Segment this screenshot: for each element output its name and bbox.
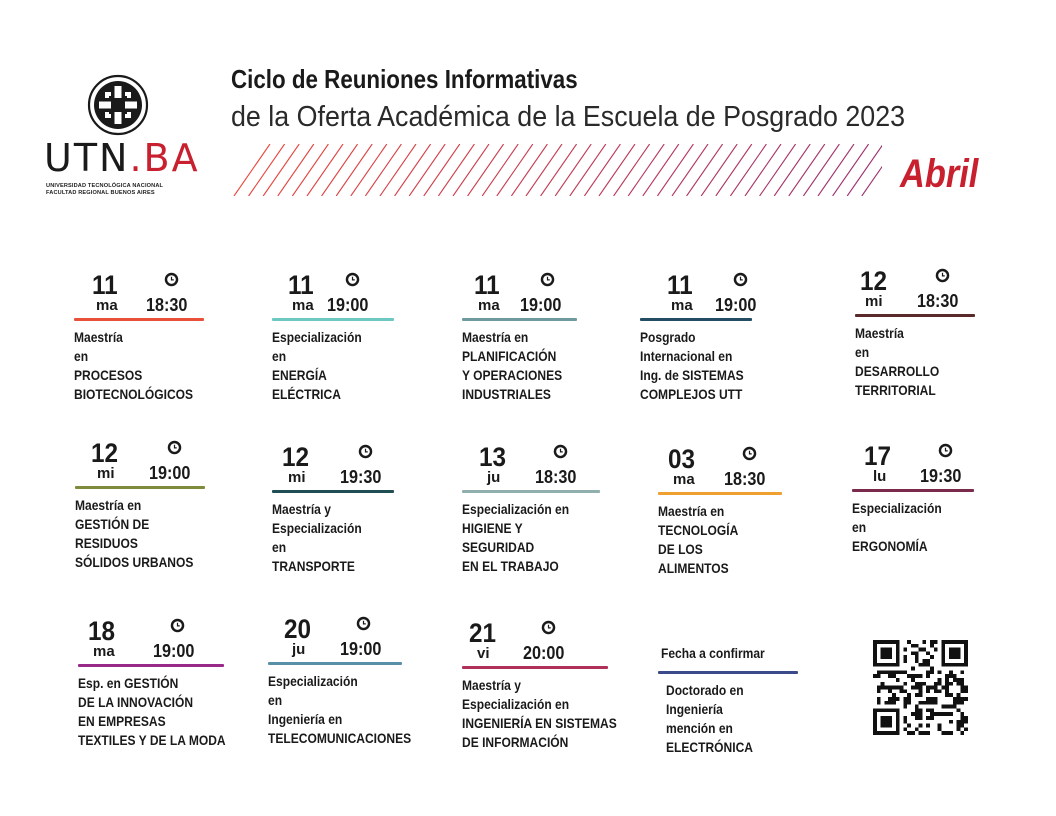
event-desc-line: Maestría en — [658, 503, 725, 519]
event-card — [74, 272, 249, 422]
event-desc-line: INGENIERÍA EN SISTEMAS — [462, 715, 617, 731]
event-color-line — [272, 318, 394, 321]
event-desc-line: GESTIÓN DE — [75, 516, 150, 532]
event-weekday: vi — [477, 645, 490, 662]
event-time: 20:00 — [523, 643, 565, 663]
event-weekday: ma — [96, 297, 118, 314]
stripe-line — [511, 144, 547, 196]
event-description — [78, 674, 241, 750]
stripe-line — [395, 144, 431, 196]
event-desc-line: EN EMPRESAS — [78, 713, 166, 729]
stripe-line — [701, 144, 737, 196]
month-label: Abril — [900, 152, 979, 196]
stripe-line — [833, 144, 869, 196]
event-time: 18:30 — [917, 291, 959, 311]
event-desc-line: Maestría y — [272, 501, 331, 517]
clock-icon — [935, 268, 950, 283]
event-weekday: mi — [865, 293, 883, 310]
clock-icon — [356, 616, 371, 631]
event-card — [78, 618, 253, 768]
clock-icon — [345, 272, 360, 287]
event-time: 19:30 — [920, 466, 962, 486]
event-description — [852, 499, 1015, 556]
event-day: 13 — [479, 442, 507, 472]
event-description — [272, 500, 435, 576]
stripe-line — [482, 144, 518, 196]
event-weekday: ju — [487, 469, 501, 486]
event-desc-line: Especialización en — [462, 501, 570, 517]
pending-desc-line: Doctorado en — [666, 682, 744, 698]
event-desc-line: Posgrado — [640, 329, 696, 345]
event-desc-line: COMPLEJOS UTT — [640, 386, 743, 402]
stripe-line — [687, 144, 723, 196]
clock-icon — [733, 272, 748, 287]
event-day: 11 — [288, 270, 314, 300]
event-desc-line: ERGONOMÍA — [852, 538, 928, 554]
pending-label: Fecha a confirmar — [661, 645, 765, 661]
event-desc-line: EN EL TRABAJO — [462, 558, 559, 574]
pending-desc-line: ELECTRÓNICA — [666, 739, 753, 755]
event-card — [462, 444, 637, 594]
event-time: 19:00 — [149, 463, 191, 483]
clock-icon — [742, 446, 757, 461]
event-weekday: ma — [673, 471, 695, 488]
event-description — [462, 500, 625, 576]
stripe-line — [716, 144, 752, 196]
event-desc-line: DESARROLLO — [855, 363, 940, 379]
event-description — [855, 324, 1018, 400]
stripe-line — [628, 144, 664, 196]
stripe-line — [760, 144, 796, 196]
stripe-line — [541, 144, 577, 196]
event-color-line — [75, 486, 205, 489]
clock-icon — [170, 618, 185, 633]
event-desc-line: en — [855, 344, 870, 360]
event-day: 21 — [469, 618, 497, 648]
event-card — [75, 440, 250, 590]
event-desc-line: INDUSTRIALES — [462, 386, 551, 402]
event-description — [462, 328, 625, 404]
event-color-line — [268, 662, 402, 665]
stripe-line — [365, 144, 401, 196]
stripe-line — [730, 144, 766, 196]
pending-desc-line: mención en — [666, 720, 733, 736]
event-desc-line: en — [268, 692, 283, 708]
event-day: 12 — [860, 266, 888, 296]
stripe-line — [380, 144, 416, 196]
stripe-line — [657, 144, 693, 196]
event-desc-line: Internacional en — [640, 348, 733, 364]
event-desc-line: ALIMENTOS — [658, 560, 729, 576]
stripe-line — [789, 144, 825, 196]
event-desc-line: Especialización — [268, 673, 358, 689]
event-desc-line: Y OPERACIONES — [462, 367, 563, 383]
clock-icon — [553, 444, 568, 459]
event-desc-line: DE INFORMACIÓN — [462, 734, 569, 750]
event-desc-line: Maestría en — [75, 497, 142, 513]
event-desc-line: PROCESOS — [74, 367, 143, 383]
event-card — [852, 443, 1027, 593]
event-desc-line: Maestría — [855, 325, 904, 341]
event-time: 18:30 — [724, 469, 766, 489]
event-description — [272, 328, 435, 404]
stripe-line — [438, 144, 474, 196]
stripe-line — [322, 144, 358, 196]
logo-utn: UTN — [44, 136, 130, 180]
logo-ba: .BA — [129, 136, 200, 180]
event-desc-line: RESIDUOS — [75, 535, 138, 551]
clock-icon — [167, 440, 182, 455]
stripe-line — [351, 144, 387, 196]
event-desc-line: Maestría — [74, 329, 123, 345]
event-weekday: ju — [292, 641, 306, 658]
event-desc-line: en — [272, 539, 287, 555]
stripe-line — [803, 144, 839, 196]
event-day: 20 — [284, 614, 312, 644]
stripe-line — [249, 144, 285, 196]
decorative-stripes — [232, 144, 882, 196]
pending-description — [666, 681, 829, 757]
clock-icon — [164, 272, 179, 287]
event-card — [272, 444, 447, 594]
logo-university: UNIVERSIDAD TECNOLÓGICA NACIONAL — [46, 183, 164, 189]
page-subtitle: de la Oferta Académica de la Escuela de Posgrado 2023 — [231, 101, 906, 133]
event-time: 19:00 — [520, 295, 562, 315]
event-color-line — [855, 314, 975, 317]
event-desc-line: TELECOMUNICACIONES — [268, 730, 412, 746]
event-time: 19:00 — [327, 295, 369, 315]
stripe-line — [745, 144, 781, 196]
event-time: 19:00 — [153, 641, 195, 661]
event-description — [268, 672, 431, 748]
event-color-line — [640, 318, 752, 321]
stripe-line — [818, 144, 854, 196]
stripe-line — [307, 144, 343, 196]
stripe-line — [497, 144, 533, 196]
event-day: 03 — [668, 444, 696, 474]
event-desc-line: Especialización — [272, 520, 362, 536]
event-day: 12 — [91, 438, 119, 468]
qr-code-icon[interactable] — [873, 640, 968, 735]
event-desc-line: Especialización en — [462, 696, 570, 712]
event-desc-line: BIOTECNOLÓGICOS — [74, 386, 194, 402]
event-time: 19:00 — [715, 295, 757, 315]
event-desc-line: Especialización — [272, 329, 362, 345]
event-day: 12 — [282, 442, 310, 472]
stripe-line — [570, 144, 606, 196]
utn-ba-logo — [44, 74, 200, 198]
event-desc-line: SEGURIDAD — [462, 539, 535, 555]
event-description — [75, 496, 238, 572]
event-card — [462, 620, 637, 770]
event-desc-line: Maestría en — [462, 329, 529, 345]
event-card — [272, 272, 447, 422]
stripe-line — [774, 144, 810, 196]
stripe-line — [278, 144, 314, 196]
event-desc-line: Ingeniería en — [268, 711, 343, 727]
event-color-line — [272, 490, 394, 493]
event-time: 19:30 — [340, 467, 382, 487]
event-color-line — [462, 490, 600, 493]
event-desc-line: PLANIFICACIÓN — [462, 348, 557, 364]
event-desc-line: TERRITORIAL — [855, 382, 936, 398]
event-color-line — [462, 318, 577, 321]
pending-color-line — [658, 671, 798, 674]
event-description — [74, 328, 237, 404]
event-desc-line: TEXTILES Y DE LA MODA — [78, 732, 226, 748]
event-desc-line: en — [74, 348, 89, 364]
clock-icon — [540, 272, 555, 287]
stripe-line — [453, 144, 489, 196]
event-card — [640, 272, 815, 422]
event-weekday: ma — [671, 297, 693, 314]
event-color-line — [78, 664, 224, 667]
event-weekday: ma — [292, 297, 314, 314]
stripe-line — [234, 144, 270, 196]
event-desc-line: ELÉCTRICA — [272, 386, 341, 402]
event-color-line — [852, 489, 974, 492]
stripe-line — [263, 144, 299, 196]
stripe-line — [409, 144, 445, 196]
event-desc-line: Esp. en GESTIÓN — [78, 675, 179, 691]
stripe-line — [643, 144, 679, 196]
event-weekday: ma — [93, 643, 115, 660]
event-day: 11 — [474, 270, 500, 300]
event-card — [855, 268, 1030, 418]
event-desc-line: Maestría y — [462, 677, 521, 693]
event-desc-line: SÓLIDOS URBANOS — [75, 554, 194, 570]
stripe-line — [336, 144, 372, 196]
event-desc-line: Ing. de SISTEMAS — [640, 367, 744, 383]
stripe-line — [468, 144, 504, 196]
event-desc-line: HIGIENE Y — [462, 520, 523, 536]
stripe-line — [555, 144, 591, 196]
event-day: 18 — [88, 616, 116, 646]
stripe-line — [526, 144, 562, 196]
event-desc-line: en — [852, 519, 867, 535]
event-weekday: mi — [288, 469, 306, 486]
event-card — [268, 616, 443, 766]
event-desc-line: TECNOLOGÍA — [658, 522, 739, 538]
event-day: 11 — [92, 270, 118, 300]
event-card — [462, 272, 637, 422]
event-day: 17 — [864, 441, 892, 471]
event-description — [658, 502, 821, 578]
event-desc-line: Especialización — [852, 500, 942, 516]
event-color-line — [658, 492, 782, 495]
event-weekday: mi — [97, 465, 115, 482]
stripe-line — [292, 144, 328, 196]
event-color-line — [462, 666, 608, 669]
event-desc-line: ENERGÍA — [272, 367, 327, 383]
clock-icon — [938, 443, 953, 458]
clock-icon — [358, 444, 373, 459]
utn-emblem-icon — [87, 74, 149, 136]
event-desc-line: en — [272, 348, 287, 364]
stripe-line — [614, 144, 650, 196]
event-weekday: ma — [478, 297, 500, 314]
event-desc-line: TRANSPORTE — [272, 558, 355, 574]
event-time: 18:30 — [535, 467, 577, 487]
page-title: Ciclo de Reuniones Informativas — [231, 64, 578, 94]
event-color-line — [74, 318, 204, 321]
event-weekday: lu — [873, 468, 887, 485]
event-description — [640, 328, 803, 404]
event-description — [462, 676, 625, 752]
event-time: 18:30 — [146, 295, 188, 315]
stripe-line — [584, 144, 620, 196]
stripe-line — [672, 144, 708, 196]
event-day: 11 — [667, 270, 693, 300]
pending-desc-line: Ingeniería — [666, 701, 723, 717]
event-time: 19:00 — [340, 639, 382, 659]
event-card — [658, 446, 833, 596]
clock-icon — [541, 620, 556, 635]
event-desc-line: DE LA INNOVACIÓN — [78, 694, 194, 710]
event-desc-line: DE LOS — [658, 541, 703, 557]
stripe-line — [847, 144, 882, 196]
logo-faculty: FACULTAD REGIONAL BUENOS AIRES — [46, 190, 155, 196]
stripe-line — [599, 144, 635, 196]
event-pending — [658, 645, 833, 795]
stripe-line — [424, 144, 460, 196]
